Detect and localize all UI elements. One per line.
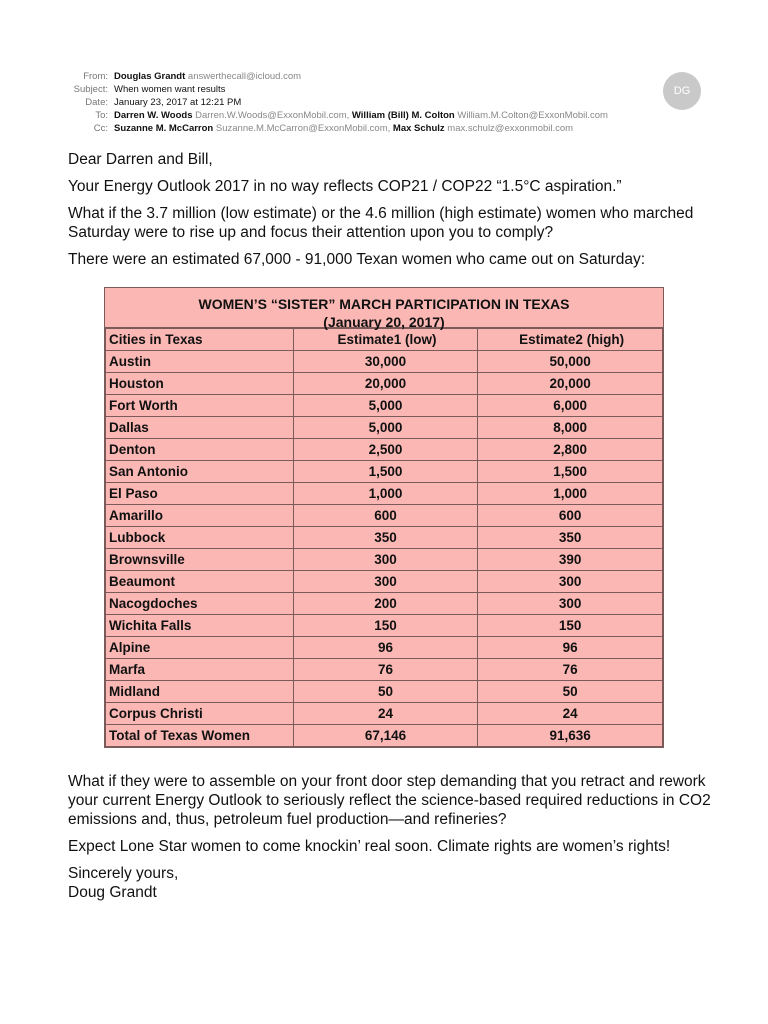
table-title-line: WOMEN’S “SISTER” MARCH PARTICIPATION IN TEXAS xyxy=(198,296,570,312)
table-row xyxy=(106,505,663,527)
to-recipient-address[interactable]: William.M.Colton@ExxonMobil.com xyxy=(457,110,608,121)
high-estimate-cell: 50 xyxy=(478,681,663,703)
low-estimate-cell: 50 xyxy=(293,681,478,703)
closing: Sincerely yours, xyxy=(68,865,179,882)
low-estimate-cell: 2,500 xyxy=(293,439,478,461)
body-paragraph: What if they were to assemble on your front door step demanding that you retract and rework your current Energy Outlook to seriously reflect the science-based required reductions in CO2 emissions and, thus, petroleum fuel production—and refineries? xyxy=(68,773,711,828)
date-label: Date: xyxy=(85,97,108,108)
high-estimate-cell: 50,000 xyxy=(478,351,663,373)
table-row xyxy=(106,395,663,417)
subject-row xyxy=(56,83,716,96)
table-row xyxy=(106,461,663,483)
high-estimate-cell: 390 xyxy=(478,549,663,571)
high-estimate-cell: 300 xyxy=(478,571,663,593)
to-recipient-name[interactable]: William (Bill) M. Colton xyxy=(351,110,455,121)
high-estimate-cell: 300 xyxy=(478,593,663,615)
city-cell: Corpus Christi xyxy=(106,703,294,725)
city-cell: Amarillo xyxy=(106,505,294,527)
subject-value: When women want results xyxy=(114,84,226,95)
signoff xyxy=(68,864,718,902)
table-row xyxy=(106,615,663,637)
city-cell: Houston xyxy=(106,373,294,395)
cc-row xyxy=(56,122,716,135)
low-estimate-cell: 96 xyxy=(293,637,478,659)
high-estimate-cell: 150 xyxy=(478,615,663,637)
body-paragraph: What if the 3.7 million (low estimate) or the 4.6 million (high estimate) women who marched Saturday were to rise up and focus their attention upon you to comply? xyxy=(68,205,694,241)
subject-label: Subject: xyxy=(73,84,108,95)
city-cell: Denton xyxy=(106,439,294,461)
high-estimate-cell: 6,000 xyxy=(478,395,663,417)
date-row xyxy=(56,96,716,109)
high-estimate-cell: 24 xyxy=(478,703,663,725)
table-row xyxy=(106,483,663,505)
low-estimate-cell: 300 xyxy=(293,549,478,571)
table-row xyxy=(106,527,663,549)
city-cell: San Antonio xyxy=(106,461,294,483)
avatar-initials: DG xyxy=(673,85,691,97)
table-title xyxy=(105,288,663,328)
body-paragraph: There were an estimated 67,000 - 91,000 Texan women who came out on Saturday: xyxy=(68,251,646,268)
high-estimate-cell: 76 xyxy=(478,659,663,681)
table-header-row xyxy=(106,329,663,351)
sender-avatar xyxy=(663,72,701,110)
from-address[interactable]: answerthecall@icloud.com xyxy=(187,71,302,82)
high-estimate-cell: 96 xyxy=(478,637,663,659)
table-row xyxy=(106,439,663,461)
low-estimate-cell: 150 xyxy=(293,615,478,637)
city-cell: Total of Texas Women xyxy=(106,725,294,747)
city-cell: El Paso xyxy=(106,483,294,505)
body-paragraph: Expect Lone Star women to come knockin’ real soon. Climate rights are women’s rights! xyxy=(68,838,671,855)
body-paragraph: Your Energy Outlook 2017 in no way reflects COP21 / COP22 “1.5°C aspiration.” xyxy=(68,178,622,195)
low-estimate-cell: 30,000 xyxy=(293,351,478,373)
cc-recipient-name[interactable]: Max Schulz xyxy=(392,123,445,134)
table-grid xyxy=(105,328,663,747)
city-cell: Brownsville xyxy=(106,549,294,571)
table-total-row xyxy=(106,725,663,747)
low-estimate-cell: 5,000 xyxy=(293,417,478,439)
city-cell: Dallas xyxy=(106,417,294,439)
table-row xyxy=(106,659,663,681)
low-estimate-cell: 76 xyxy=(293,659,478,681)
low-estimate-cell: 20,000 xyxy=(293,373,478,395)
high-estimate-cell: 350 xyxy=(478,527,663,549)
greeting: Dear Darren and Bill, xyxy=(68,151,213,168)
table-row xyxy=(106,593,663,615)
from-row xyxy=(56,70,716,83)
high-estimate-cell: 1,500 xyxy=(478,461,663,483)
cc-recipient-name[interactable]: Suzanne M. McCarron xyxy=(114,123,214,134)
low-estimate-cell: 300 xyxy=(293,571,478,593)
low-estimate-cell: 1,000 xyxy=(293,483,478,505)
high-estimate-cell: 2,800 xyxy=(478,439,663,461)
city-cell: Beaumont xyxy=(106,571,294,593)
high-estimate-cell: 600 xyxy=(478,505,663,527)
low-estimate-cell: 350 xyxy=(293,527,478,549)
city-cell: Fort Worth xyxy=(106,395,294,417)
table-row xyxy=(106,351,663,373)
city-cell: Midland xyxy=(106,681,294,703)
city-cell: Wichita Falls xyxy=(106,615,294,637)
low-estimate-cell: 200 xyxy=(293,593,478,615)
low-estimate-cell: 5,000 xyxy=(293,395,478,417)
high-estimate-cell: 1,000 xyxy=(478,483,663,505)
table-row xyxy=(106,637,663,659)
email-header xyxy=(56,70,716,135)
table-row xyxy=(106,681,663,703)
email-body-bottom xyxy=(68,772,718,902)
to-recipient-address[interactable]: Darren.W.Woods@ExxonMobil.com, xyxy=(195,110,350,121)
column-header: Cities in Texas xyxy=(106,329,294,351)
high-estimate-cell: 91,636 xyxy=(478,725,663,747)
table-row xyxy=(106,373,663,395)
signature-name: Doug Grandt xyxy=(68,884,157,901)
cc-label: Cc: xyxy=(93,123,108,134)
city-cell: Nacogdoches xyxy=(106,593,294,615)
low-estimate-cell: 67,146 xyxy=(293,725,478,747)
cc-recipient-address[interactable]: max.schulz@exxonmobil.com xyxy=(447,123,574,134)
date-value: January 23, 2017 at 12:21 PM xyxy=(114,97,242,108)
table-row xyxy=(106,549,663,571)
email-body-top xyxy=(68,150,708,277)
column-header: Estimate2 (high) xyxy=(478,329,663,351)
from-name[interactable]: Douglas Grandt xyxy=(114,71,186,82)
low-estimate-cell: 600 xyxy=(293,505,478,527)
participation-table xyxy=(104,287,664,748)
table-row xyxy=(106,571,663,593)
cc-recipient-address[interactable]: Suzanne.M.McCarron@ExxonMobil.com, xyxy=(215,123,391,134)
city-cell: Austin xyxy=(106,351,294,373)
low-estimate-cell: 1,500 xyxy=(293,461,478,483)
city-cell: Marfa xyxy=(106,659,294,681)
table-subtitle-line: (January 20, 2017) xyxy=(323,314,445,330)
low-estimate-cell: 24 xyxy=(293,703,478,725)
column-header: Estimate1 (low) xyxy=(293,329,478,351)
table-row xyxy=(106,417,663,439)
to-label: To: xyxy=(95,110,108,121)
to-row xyxy=(56,109,716,122)
high-estimate-cell: 8,000 xyxy=(478,417,663,439)
city-cell: Lubbock xyxy=(106,527,294,549)
table-row xyxy=(106,703,663,725)
high-estimate-cell: 20,000 xyxy=(478,373,663,395)
from-label: From: xyxy=(83,71,108,82)
to-recipient-name[interactable]: Darren W. Woods xyxy=(114,110,193,121)
city-cell: Alpine xyxy=(106,637,294,659)
